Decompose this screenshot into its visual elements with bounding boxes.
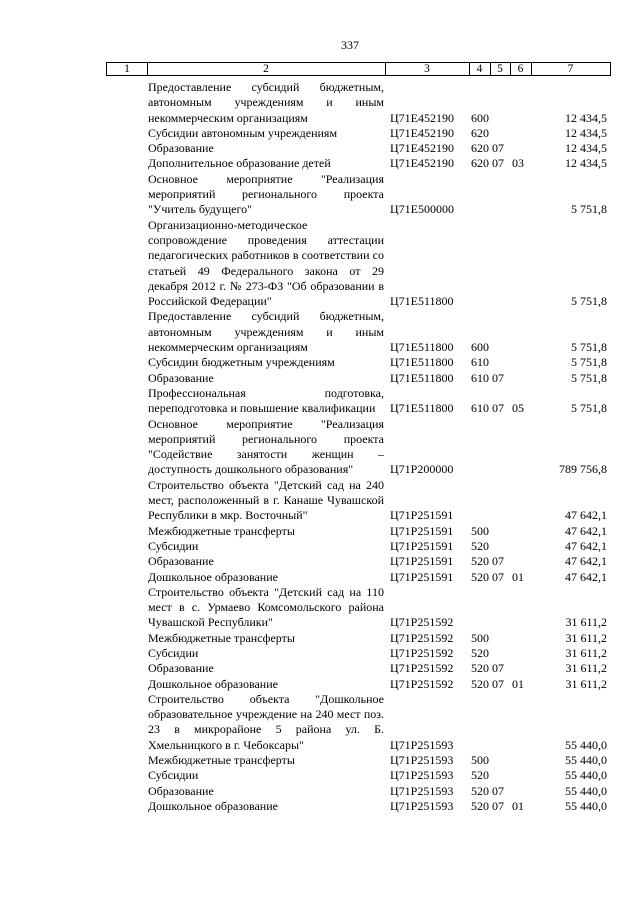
row-expense-type: 500 bbox=[471, 753, 489, 768]
table-row bbox=[0, 661, 640, 676]
row-code: Ц71P251591 bbox=[390, 508, 454, 523]
row-name: Строительство объекта "Детский сад на 110 мест в с. Урмаево Комсомольского района Чувашской Республики" bbox=[148, 584, 384, 630]
row-code: Ц71P251593 bbox=[390, 798, 454, 813]
row-expense-type: 610 bbox=[471, 355, 489, 370]
row-name: Образование bbox=[148, 554, 214, 569]
row-code: Ц71E511800 bbox=[390, 340, 454, 355]
table-row bbox=[0, 753, 640, 768]
table-row bbox=[0, 386, 640, 417]
row-name: Субсидии bbox=[148, 538, 199, 553]
row-name: Субсидии бюджетным учреждениям bbox=[148, 355, 335, 370]
row-expense-type: 520 bbox=[471, 783, 489, 798]
row-sum: 5 751,8 bbox=[571, 370, 607, 385]
row-section: 07 bbox=[492, 569, 504, 584]
row-section: 07 bbox=[492, 370, 504, 385]
row-section: 07 bbox=[492, 554, 504, 569]
row-name: Дополнительное образование детей bbox=[148, 156, 331, 171]
row-sum: 5 751,8 bbox=[571, 401, 607, 416]
row-name: Межбюджетные трансферты bbox=[148, 753, 295, 768]
table-row bbox=[0, 784, 640, 799]
table-row bbox=[0, 417, 640, 478]
row-sum: 31 611,2 bbox=[565, 661, 607, 676]
table-row bbox=[0, 570, 640, 585]
row-code: Ц71P251591 bbox=[390, 569, 454, 584]
row-sum: 31 611,2 bbox=[565, 615, 607, 630]
header-col-6: 6 bbox=[517, 63, 524, 75]
row-code: Ц71P251592 bbox=[390, 615, 454, 630]
row-name: Основное мероприятие "Реализация мероприятий регионального проекта "Содействие занятости женщин – доступность дошкольного образования" bbox=[148, 416, 384, 477]
table-row bbox=[0, 539, 640, 554]
row-code: Ц71P251593 bbox=[390, 737, 454, 752]
table-row bbox=[0, 768, 640, 783]
header-col-7: 7 bbox=[567, 63, 574, 75]
row-section: 07 bbox=[492, 156, 504, 171]
table-body bbox=[0, 80, 640, 814]
row-name: Субсидии bbox=[148, 768, 199, 783]
page-number: 337 bbox=[341, 38, 359, 52]
row-sum: 12 434,5 bbox=[565, 156, 607, 171]
row-expense-type: 520 bbox=[471, 569, 489, 584]
row-code: Ц71P251593 bbox=[390, 768, 454, 783]
row-code: Ц71P251592 bbox=[390, 676, 454, 691]
row-expense-type: 520 bbox=[471, 676, 489, 691]
row-name: Образование bbox=[148, 370, 214, 385]
row-expense-type: 520 bbox=[471, 661, 489, 676]
table-row bbox=[0, 585, 640, 631]
row-name: Дошкольное образование bbox=[148, 569, 278, 584]
row-code: Ц71P200000 bbox=[390, 462, 454, 477]
table-row bbox=[0, 126, 640, 141]
row-sum: 47 642,1 bbox=[565, 538, 607, 553]
row-expense-type: 620 bbox=[471, 125, 489, 140]
table-row bbox=[0, 80, 640, 126]
row-subsection: 03 bbox=[512, 156, 524, 171]
row-code: Ц71E511800 bbox=[390, 294, 454, 309]
row-sum: 31 611,2 bbox=[565, 645, 607, 660]
header-col-3: 3 bbox=[424, 63, 430, 75]
row-expense-type: 620 bbox=[471, 141, 489, 156]
row-code: Ц71E452190 bbox=[390, 156, 454, 171]
row-sum: 31 611,2 bbox=[565, 630, 607, 645]
row-code: Ц71E452190 bbox=[390, 141, 454, 156]
row-expense-type: 520 bbox=[471, 554, 489, 569]
row-sum: 31 611,2 bbox=[565, 676, 607, 691]
row-sum: 789 756,8 bbox=[559, 462, 607, 477]
table-row bbox=[0, 692, 640, 753]
table-row bbox=[0, 156, 640, 171]
row-expense-type: 600 bbox=[471, 340, 489, 355]
row-name: Строительство объекта "Детский сад на 240 мест, расположенный в г. Канаше Чувашской Республики в мкр. Восточный" bbox=[148, 477, 384, 523]
row-expense-type: 620 bbox=[471, 156, 489, 171]
row-name: Субсидии bbox=[148, 645, 199, 660]
table-row bbox=[0, 478, 640, 524]
row-sum: 55 440,0 bbox=[565, 753, 607, 768]
row-sum: 5 751,8 bbox=[571, 294, 607, 309]
row-sum: 55 440,0 bbox=[565, 798, 607, 813]
row-name: Дошкольное образование bbox=[148, 798, 278, 813]
row-section: 07 bbox=[492, 676, 504, 691]
row-code: Ц71P251591 bbox=[390, 523, 454, 538]
row-code: Ц71P251591 bbox=[390, 538, 454, 553]
row-name: Строительство объекта "Дошкольное образовательное учреждение на 240 мест поз. 23 в микрорайоне 5 района ул. Б. Хмельницкого в г. Чебоксары" bbox=[148, 691, 384, 752]
row-sum: 55 440,0 bbox=[565, 737, 607, 752]
table-row bbox=[0, 218, 640, 310]
row-code: Ц71P251593 bbox=[390, 783, 454, 798]
row-subsection: 05 bbox=[512, 401, 524, 416]
row-sum: 5 751,8 bbox=[571, 202, 607, 217]
row-section: 07 bbox=[492, 783, 504, 798]
row-code: Ц71P251591 bbox=[390, 554, 454, 569]
row-sum: 47 642,1 bbox=[565, 508, 607, 523]
table-row bbox=[0, 677, 640, 692]
row-name: Предоставление субсидий бюджетным, автономным учреждениям и иным некоммерческим организациям bbox=[148, 80, 384, 125]
row-expense-type: 520 bbox=[471, 645, 489, 660]
row-sum: 47 642,1 bbox=[565, 523, 607, 538]
row-name: Организационно-методическое сопровождение проведения аттестации педагогических работников в соответствии со статьей 49 Федерального закона от 29 декабря 2012 г. № 273-ФЗ "Об образовании в Российской Федерации" bbox=[148, 217, 384, 309]
row-code: Ц71E452190 bbox=[390, 125, 454, 140]
row-expense-type: 610 bbox=[471, 401, 489, 416]
row-expense-type: 520 bbox=[471, 798, 489, 813]
row-name: Субсидии автономным учреждениям bbox=[148, 125, 338, 140]
row-name: Предоставление субсидий бюджетным, автономным учреждениям и иным некоммерческим организациям bbox=[148, 309, 384, 355]
table-row bbox=[0, 355, 640, 370]
table-row bbox=[0, 554, 640, 569]
row-code: Ц71E511800 bbox=[390, 370, 454, 385]
row-name: Межбюджетные трансферты bbox=[148, 523, 295, 538]
row-subsection: 01 bbox=[512, 798, 524, 813]
table-row bbox=[0, 631, 640, 646]
row-sum: 12 434,5 bbox=[565, 110, 607, 125]
row-code: Ц71P251593 bbox=[390, 753, 454, 768]
row-expense-type: 520 bbox=[471, 538, 489, 553]
header-col-5: 5 bbox=[497, 63, 503, 75]
header-col-1: 1 bbox=[124, 63, 130, 75]
row-section: 07 bbox=[492, 661, 504, 676]
row-sum: 55 440,0 bbox=[565, 783, 607, 798]
row-section: 07 bbox=[492, 141, 504, 156]
table-header bbox=[106, 62, 611, 76]
table-row bbox=[0, 141, 640, 156]
row-sum: 12 434,5 bbox=[565, 125, 607, 140]
row-section: 07 bbox=[492, 798, 504, 813]
row-code: Ц71E511800 bbox=[390, 401, 454, 416]
row-subsection: 01 bbox=[512, 676, 524, 691]
row-sum: 12 434,5 bbox=[565, 141, 607, 156]
row-sum: 47 642,1 bbox=[565, 569, 607, 584]
row-code: Ц71E511800 bbox=[390, 355, 454, 370]
header-col-2: 2 bbox=[263, 63, 269, 75]
row-code: Ц71P251592 bbox=[390, 645, 454, 660]
row-name: Образование bbox=[148, 141, 214, 156]
row-expense-type: 600 bbox=[471, 110, 489, 125]
row-name: Основное мероприятие "Реализация мероприятий регионального проекта "Учитель будущего" bbox=[148, 171, 384, 217]
row-name: Межбюджетные трансферты bbox=[148, 630, 295, 645]
row-sum: 55 440,0 bbox=[565, 768, 607, 783]
header-col-4: 4 bbox=[476, 63, 483, 75]
row-sum: 5 751,8 bbox=[571, 355, 607, 370]
row-subsection: 01 bbox=[512, 569, 524, 584]
row-name: Образование bbox=[148, 783, 214, 798]
row-code: Ц71E500000 bbox=[390, 202, 454, 217]
table-row bbox=[0, 646, 640, 661]
table-row bbox=[0, 799, 640, 814]
row-sum: 5 751,8 bbox=[571, 340, 607, 355]
row-expense-type: 500 bbox=[471, 630, 489, 645]
row-name: Профессиональная подготовка, переподготовка и повышение квалификации bbox=[148, 385, 384, 416]
table-row bbox=[0, 371, 640, 386]
row-expense-type: 610 bbox=[471, 370, 489, 385]
row-code: Ц71E452190 bbox=[390, 110, 454, 125]
table-row bbox=[0, 172, 640, 218]
row-expense-type: 500 bbox=[471, 523, 489, 538]
row-name: Образование bbox=[148, 661, 214, 676]
row-code: Ц71P251592 bbox=[390, 630, 454, 645]
table-row bbox=[0, 524, 640, 539]
row-section: 07 bbox=[492, 401, 504, 416]
row-code: Ц71P251592 bbox=[390, 661, 454, 676]
table-row bbox=[0, 309, 640, 355]
row-expense-type: 520 bbox=[471, 768, 489, 783]
row-sum: 47 642,1 bbox=[565, 554, 607, 569]
row-name: Дошкольное образование bbox=[148, 676, 278, 691]
